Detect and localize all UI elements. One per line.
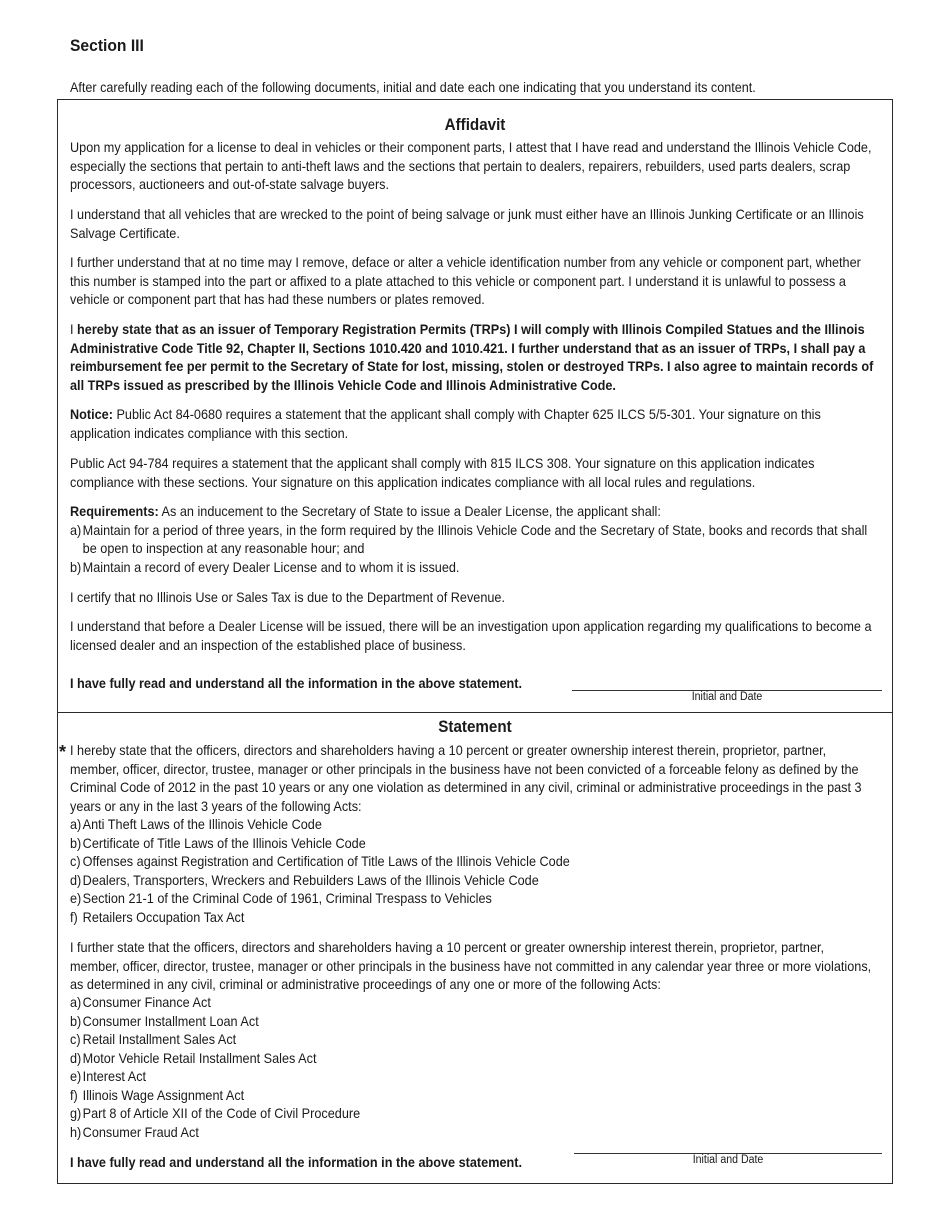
list-item (70, 1067, 875, 1086)
list-item (70, 1104, 875, 1123)
list-item (70, 852, 875, 871)
list-item (70, 1030, 875, 1049)
list-item (70, 1049, 875, 1068)
affidavit-trp-paragraph (70, 320, 875, 394)
list-text: Motor Vehicle Retail Installment Sales Act (82, 1049, 317, 1066)
list-item (70, 558, 875, 577)
statement-confirm-statement: I have fully read and understand all the information in the above statement. (70, 1154, 522, 1170)
list-text: Interest Act (82, 1068, 147, 1084)
list-item (70, 521, 875, 558)
affidavit-initial-date-caption: Initial and Date (691, 691, 763, 703)
asterisk-marker: * (59, 742, 67, 762)
list-text: Illinois Wage Assignment Act (82, 1086, 245, 1103)
notice-text: Public Act 84-0680 requires a statement that the applicant shall comply with Chapter 625 ILCS 5/5-301. Your signature on this application indicates compliance with this section. (70, 406, 821, 441)
statement-paragraph-1: I hereby state that the officers, directors and shareholders having a 10 percent or greater ownership interest therein, proprietor, partner, member, officer, director, trustee, manager or other principals in the business have not been convicted of a forceable felony as defined by the Criminal Code of 2012 in the past 10 years or any one violation as determined in any civil, criminal or administrative proceedings in the past 3 years or any in the last 3 years of the following Acts: (70, 742, 862, 814)
list-marker: c) (70, 1031, 81, 1047)
affidavit-box (57, 99, 893, 713)
list-marker: d) (70, 1049, 82, 1066)
trp-lead: I (70, 321, 78, 337)
trp-statement: hereby state that as an issuer of Temporary Registration Permits (TRPs) I will comply with Illinois Compiled Statues and the Illinois Administrative Code Title 92, Chapter II, Sections 1010.420 and 1010.421. I further understand that as an issuer of TRPs, I shall pay a reimbursement fee per permit to the Secretary of State for lost, missing, stolen or destroyed TRPs. I also agree to maintain records of all TRPs issued as prescribed by the Illinois Vehicle Code and Illinois Administrative Code. (70, 321, 874, 393)
requirements-label: Requirements: (70, 503, 159, 519)
list-text: Maintain a record of every Dealer License and to whom it is issued. (82, 558, 460, 575)
statement-box (57, 712, 893, 1184)
list-marker: c) (70, 853, 81, 869)
affidavit-notice (70, 405, 875, 442)
list-marker: a) (70, 521, 82, 538)
list-text: Consumer Fraud Act (82, 1123, 199, 1140)
list-item (70, 815, 875, 834)
list-text: Retail Installment Sales Act (82, 1031, 237, 1047)
list-text: Consumer Finance Act (82, 994, 211, 1010)
statement-acts-list-1 (70, 815, 875, 926)
list-text: Anti Theft Laws of the Illinois Vehicle Code (82, 816, 322, 832)
affidavit-paragraph-6: Public Act 94-784 requires a statement that the applicant shall comply with 815 ILCS 308. Your signature on this application indicates compliance with these sections. Your signature on this application indicates compliance with all local rules and regulations. (70, 455, 815, 490)
list-item (70, 889, 875, 908)
affidavit-paragraph-2: I understand that all vehicles that are wrecked to the point of being salvage or junk must either have an Illinois Junking Certificate or an Illinois Salvage Certificate. (70, 206, 864, 241)
statement-initial-date-caption: Initial and Date (692, 1154, 764, 1166)
list-text: Offenses against Registration and Certification of Title Laws of the Illinois Vehicle Code (82, 853, 570, 869)
notice-label: Notice: (70, 406, 113, 422)
list-marker: h) (70, 1123, 82, 1140)
list-marker: f) (70, 908, 78, 925)
statement-paragraph-2: I further state that the officers, directors and shareholders having a 10 percent or greater ownership interest therein, proprietor, partner, member, officer, director, trustee, manager or other principals in the business have not committed in any calendar year three or more violations, as determined in any civil, criminal or administrative proceedings of any one or more of the following Acts: (70, 939, 872, 992)
requirements-text: As an inducement to the Secretary of State to issue a Dealer License, the applicant shall: (158, 503, 661, 519)
list-item (70, 871, 875, 890)
list-text: Consumer Installment Loan Act (82, 1012, 259, 1029)
list-item (70, 1123, 875, 1142)
list-marker: d) (70, 871, 82, 888)
list-marker: e) (70, 1068, 82, 1084)
list-marker: g) (70, 1105, 82, 1121)
list-text: Certificate of Title Laws of the Illinois Vehicle Code (82, 834, 366, 851)
list-marker: a) (70, 994, 82, 1010)
affidavit-tax-certification: I certify that no Illinois Use or Sales Tax is due to the Department of Revenue. (70, 589, 505, 605)
list-item (70, 993, 875, 1012)
list-marker: f) (70, 1086, 78, 1103)
list-text: Dealers, Transporters, Wreckers and Rebuilders Laws of the Illinois Vehicle Code (82, 871, 539, 888)
affidavit-requirements (70, 502, 875, 576)
list-text: Maintain for a period of three years, in the form required by the Illinois Vehicle Code and the Secretary of State, books and records that shall be open to inspection at any reasonable hour; and (82, 521, 868, 556)
list-marker: b) (70, 1012, 82, 1029)
statement-acts-list-2 (70, 993, 875, 1141)
affidavit-paragraph-3: I further understand that at no time may I remove, deface or alter a vehicle identification number from any vehicle or component part, whether this number is stamped into the part or affixed to a plate attached to this vehicle or component part. I understand it is unlawful to possess a vehicle or component part that has had these numbers or plates removed. (70, 254, 861, 307)
list-text: Part 8 of Article XII of the Code of Civil Procedure (82, 1105, 361, 1121)
list-marker: a) (70, 816, 82, 832)
list-marker: b) (70, 558, 82, 575)
list-item (70, 834, 875, 853)
section-title: Section III (70, 36, 144, 55)
list-item (70, 1086, 875, 1105)
list-text: Retailers Occupation Tax Act (82, 908, 245, 925)
list-marker: b) (70, 834, 82, 851)
list-item (70, 908, 875, 927)
list-text: Section 21-1 of the Criminal Code of 1961, Criminal Trespass to Vehicles (82, 890, 492, 906)
list-marker: e) (70, 890, 82, 906)
affidavit-paragraph-9: I understand that before a Dealer License will be issued, there will be an investigation upon application regarding my qualifications to become a licensed dealer and an inspection of the established place of business. (70, 618, 872, 653)
affidavit-title: Affidavit (444, 116, 506, 134)
intro-instructions: After carefully reading each of the following documents, initial and date each one indicating that you understand its content. (70, 79, 756, 95)
affidavit-confirm-statement: I have fully read and understand all the information in the above statement. (70, 675, 522, 691)
affidavit-paragraph-1: Upon my application for a license to deal in vehicles or their component parts, I attest that I have read and understand the Illinois Vehicle Code, especially the sections that pertain to anti-theft laws and the sections that pertain to dealers, repairers, rebuilders, used parts dealers, scrap processors, auctioneers and out-of-state salvage buyers. (70, 139, 872, 192)
list-item (70, 1012, 875, 1031)
statement-title: Statement (438, 718, 512, 736)
